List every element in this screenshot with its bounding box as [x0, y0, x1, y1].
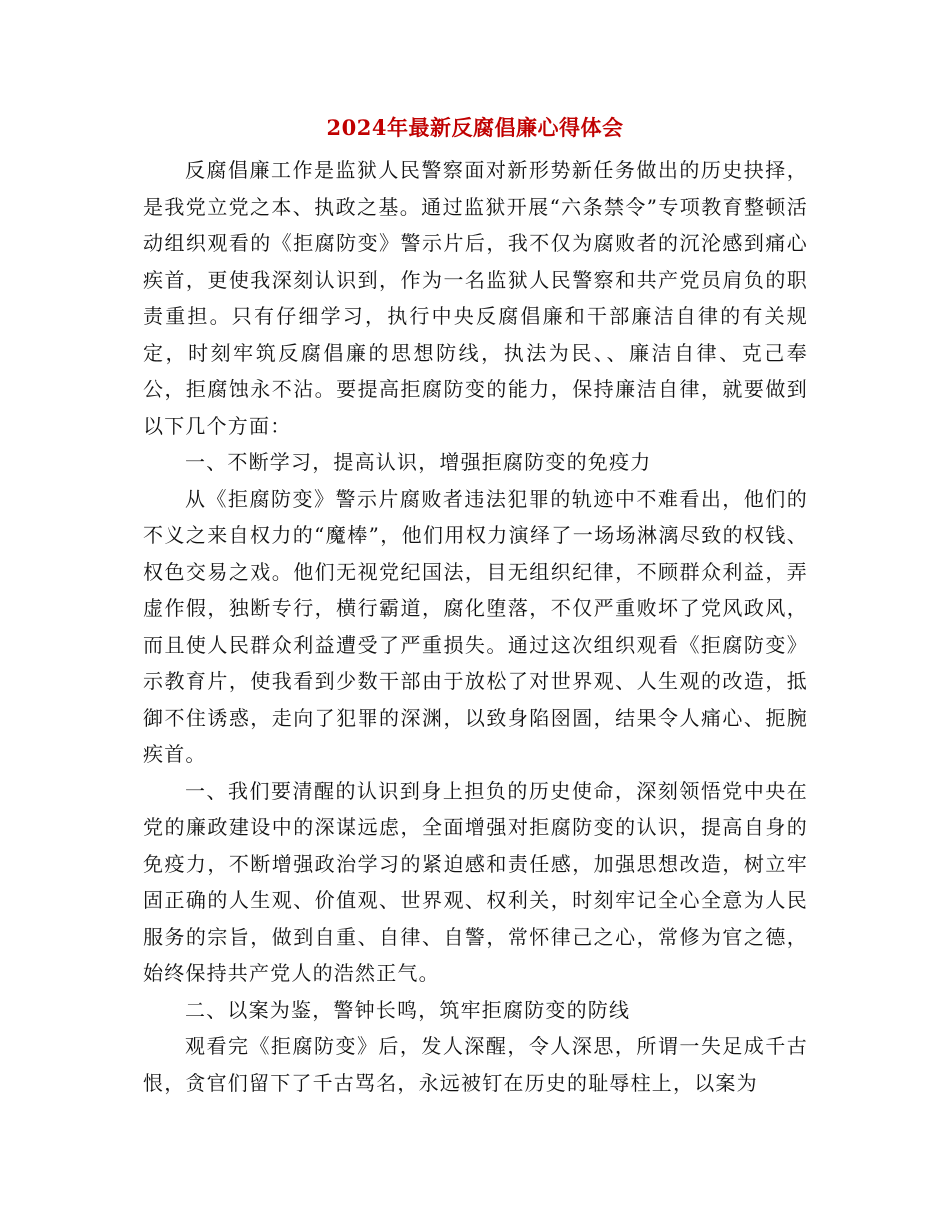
document-body — [143, 152, 808, 1101]
section-heading-1: 一、不断学习，提高认识，增强拒腐防变的免疫力 — [185, 450, 652, 474]
paragraph-section-1-point: 一、我们要清醒的认识到身上担负的历史使命，深刻领悟党中央在党的廉政建设中的深谋远虑，全面增强对拒腐防变的认识，提高自身的免疫力，不断增强政治学习的紧迫感和责任感，加强思想改造，树立牢固正确的人生观、价值观、世界观、权利关，时刻牢记全心全意为人民服务的宗旨，做到自重、自律、自警，常怀律己之心，常修为官之德，始终保持共产党人的浩然正气。 — [143, 778, 808, 985]
section-heading-2: 二、以案为鉴，警钟长鸣，筑牢拒腐防变的防线 — [185, 997, 631, 1022]
paragraph-section-2: 观看完《拒腐防变》后，发人深醒，令人深思，所谓一失足成千古恨，贪官们留下了千古骂名，永远被钉在历史的耻辱柱上，以案为 — [143, 1034, 808, 1095]
paragraph-intro: 反腐倡廉工作是监狱人民警察面对新形势新任务做出的历史抉择，是我党立党之本、执政之基。通过监狱开展“六条禁令”专项教育整顿活动组织观看的《拒腐防变》警示片后，我不仅为腐败者的沉沦感到痛心疾首，更使我深刻认识到，作为一名监狱人民警察和共产党员肩负的职责重担。只有仔细学习，执行中央反腐倡廉和干部廉洁自律的有关规定，时刻牢筑反腐倡廉的思想防线，执法为民、、廉洁自律、克己奉公，拒腐蚀永不沾。要提高拒腐防变的能力，保持廉洁自律，就要做到以下几个方面： — [143, 158, 808, 438]
paragraph-section-1: 从《拒腐防变》警示片腐败者违法犯罪的轨迹中不难看出，他们的不义之来自权力的“魔棒”，他们用权力演绎了一场场淋漓尽致的权钱、权色交易之戏。他们无视党纪国法，目无组织纪律，不顾群众利益，弄虚作假，独断专行，横行霸道，腐化堕落，不仅严重败坏了党风政风，而且使人民群众利益遭受了严重损失。通过这次组织观看《拒腐防变》示教育片，使我看到少数干部由于放松了对世界观、人生观的改造，抵御不住诱惑，走向了犯罪的深渊，以致身陷囹圄，结果令人痛心、扼腕疾首。 — [143, 486, 808, 766]
document-title: 2024年最新反腐倡廉心得体会 — [326, 115, 624, 140]
